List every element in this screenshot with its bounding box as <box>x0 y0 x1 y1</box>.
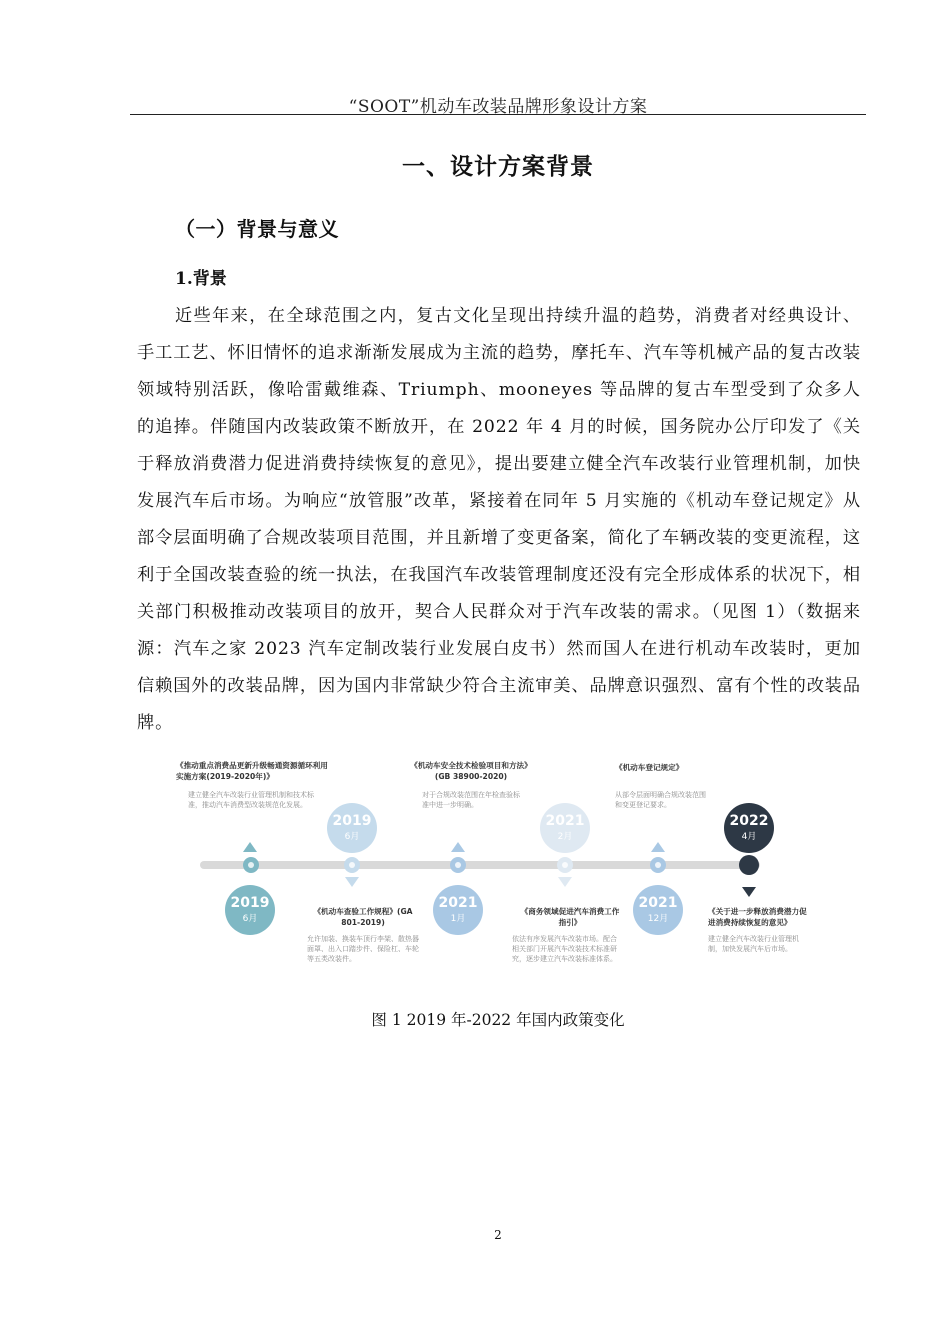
down-triangle-icon <box>558 877 572 887</box>
down-triangle-icon <box>345 877 359 887</box>
year-circle: 2021 12月 <box>633 885 683 935</box>
policy-desc: 建立健全汽车改装行业管理机制和技术标准，推动汽车消费型改装规范化发展。 <box>188 791 314 809</box>
timeline-dot <box>557 857 573 873</box>
year-circle: 2021 1月 <box>433 885 483 935</box>
policy-title: 《机动车安全技术检验项目和方法》(GB 38900-2020) <box>410 761 532 781</box>
year-circle: 2019 6月 <box>327 803 377 853</box>
policy-desc: 对于合规改装范围在年检查验标准中进一步明确。 <box>422 791 520 809</box>
policy-desc: 从部令层面明确合规改装范围和变更登记要求。 <box>615 791 706 809</box>
figure-caption: 图 1 2019 年-2022 年国内政策变化 <box>371 1011 625 1029</box>
body-paragraph: 近些年来，在全球范围之内，复古文化呈现出持续升温的趋势，消费者对经典设计、手工工艺、怀旧情怀的追求渐渐发展成为主流的趋势，摩托车、汽车等机械产品的复古改装领域特别活跃，像哈雷戴维森、Triumph、mooneyes 等品牌的复古车型受到了众多人的追捧。伴随国内改装政策不断放开，在 2022 年 4 月的时候，国务院办公厅印发了《关于释放消费潜力促进消费持续恢复的意见》，提出要建立健全汽车改装行业管理机制，加快发展汽车后市场。为响应“放管服”改革，紧接着在同年 5 月实施的《机动车登记规定》从部令层面明确了合规改装项目范围，并且新增了变更备案，简化了车辆改装的变更流程，这利于全国改装查验的统一执法，在我国汽车改装管理制度还没有完全形成体系的状况下，相关部门积极推动改装项目的放开，契合人民群众对于汽车改装的需求。（见图 1）（数据来源：汽车之家 2023 汽车定制改装行业发展白皮书）然而国人在进行机动车改装时，更加信赖国外的改装品牌，因为国内非常缺少符合主流审美、品牌意识强烈、富有个性的改装品牌。 <box>137 306 861 733</box>
year-circle: 2022 4月 <box>724 803 774 853</box>
subsection-title: （一）背景与意义 <box>175 217 339 241</box>
timeline-dot <box>739 855 759 875</box>
policy-timeline-figure <box>170 748 830 998</box>
timeline-dot <box>450 857 466 873</box>
running-header: “SOOT”机动车改装品牌形象设计方案 <box>348 97 648 117</box>
timeline-dot <box>243 857 259 873</box>
policy-title: 《机动车查验工作规程》(GA 801-2019) <box>313 907 413 927</box>
policy-title: 《关于进一步释放消费潜力促进消费持续恢复的意见》 <box>708 907 807 927</box>
up-triangle-icon <box>243 842 257 852</box>
up-triangle-icon <box>651 842 665 852</box>
up-triangle-icon <box>451 842 465 852</box>
down-triangle-icon <box>742 887 756 897</box>
section-title: 一、设计方案背景 <box>402 154 594 180</box>
timeline-dot <box>344 857 360 873</box>
policy-title: 《商务领域促进汽车消费工作指引》 <box>520 907 620 927</box>
year-circle: 2021 2月 <box>540 803 590 853</box>
policy-desc: 建立健全汽车改装行业管理机制，加快发展汽车后市场。 <box>708 935 799 953</box>
page-number: 2 <box>494 1228 502 1242</box>
policy-title: 《机动车登记规定》 <box>615 763 684 772</box>
year-circle: 2019 6月 <box>225 885 275 935</box>
timeline-dot <box>650 857 666 873</box>
policy-title: 《推动重点消费品更新升级畅通资源循环利用实施方案(2019-2020年)》 <box>176 761 328 781</box>
subsubsection-title: 1.背景 <box>175 269 227 289</box>
policy-desc: 允许加装、换装车顶行李架、散热器面罩、出入口踏步件、保险杠、车轮等五类改装件。 <box>307 935 419 963</box>
policy-desc: 依法有序发展汽车改装市场。配合相关部门开展汽车改装技术标准研究，逐步建立汽车改装标准体系。 <box>512 935 617 963</box>
header-rule <box>130 114 866 115</box>
timeline-line <box>200 861 760 869</box>
